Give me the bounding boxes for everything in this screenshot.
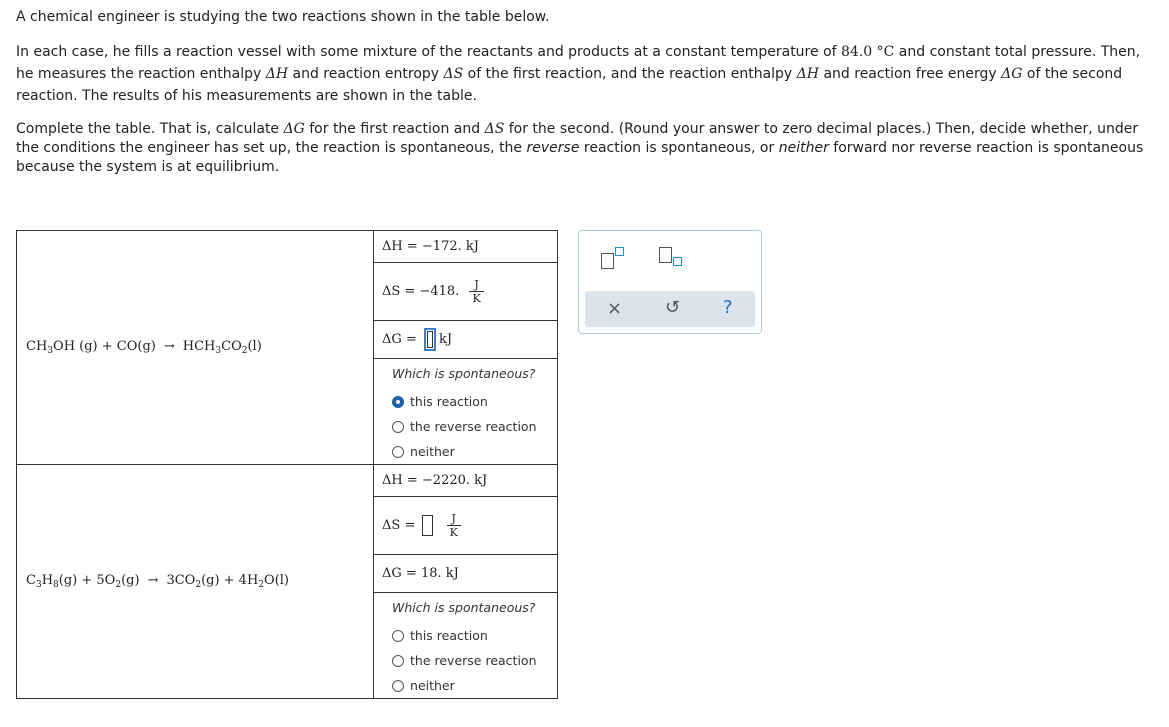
intro-paragraph-1 — [16, 6, 1156, 28]
dh-label: ΔH = — [382, 239, 422, 254]
ds-label: ΔS = — [382, 284, 420, 299]
reaction-1-dh-cell — [374, 231, 558, 263]
reaction-2-dh-value: −2220. kJ — [421, 473, 488, 488]
math-toolbox — [578, 230, 762, 334]
dg-label: ΔG = — [382, 566, 421, 581]
reaction-1-option-reverse[interactable]: the reverse reaction — [392, 414, 557, 439]
radio-selected-icon[interactable] — [392, 396, 404, 408]
symbol-delta-s-2: ΔS — [484, 121, 505, 137]
reaction-2-option-reverse[interactable]: the reverse reaction — [392, 648, 557, 673]
reaction-2-equation: $C_3H_8(g) + 5O_2(g) \to 3CO_2(g) + 4H_2O(l)$ — [17, 465, 374, 699]
radio-icon[interactable] — [392, 421, 404, 433]
reaction-1-equation: $CH_3OH$ $(g) + CO(g) \to HCH_3CO_2(l)$ — [17, 231, 374, 465]
reaction-1-option-neither[interactable]: neither — [392, 439, 557, 464]
radio-icon[interactable] — [392, 680, 404, 692]
p3-text-d: reaction is spontaneous, or — [579, 140, 779, 156]
reaction-1-dg-cell — [374, 321, 558, 359]
intro-paragraph-3 — [16, 120, 1156, 177]
p3-text-b: for the first reaction and — [304, 121, 485, 137]
symbol-delta-h-2: ΔH — [796, 66, 819, 82]
reaction-2-ds-cell — [374, 497, 558, 555]
help-icon[interactable]: ? — [723, 297, 733, 318]
toolbox-action-bar — [585, 291, 755, 327]
symbol-delta-h: ΔH — [265, 66, 289, 82]
radio-icon[interactable] — [392, 446, 404, 458]
symbol-delta-s: ΔS — [443, 66, 464, 82]
reaction-1-ds-cell — [374, 263, 558, 321]
ds-unit-fraction: $\frac{J}{K}$ — [469, 278, 483, 305]
p2-text-e: and reaction free energy — [819, 66, 1002, 82]
dg-label: ΔG = — [382, 332, 421, 347]
subscript-icon[interactable] — [659, 245, 685, 269]
reaction-table — [16, 230, 558, 699]
reaction-1-ds-value: −418. — [419, 284, 460, 299]
reaction-2-option-neither[interactable]: neither — [392, 673, 557, 698]
p3-text-a: Complete the table. That is, calculate — [16, 121, 284, 137]
reaction-1-dh-value: −172. kJ — [421, 239, 479, 254]
reaction-2-dg-cell — [374, 555, 558, 593]
ds-label: ΔS = — [382, 518, 420, 533]
p2-text-c: and reaction entropy — [288, 66, 444, 82]
question-label: Which is spontaneous? — [392, 366, 536, 381]
radio-icon[interactable] — [392, 655, 404, 667]
p3-neither-word: neither — [778, 140, 829, 156]
p2-text-b: and constant total pressure. Then, he measures the reaction enthalpy — [16, 44, 1141, 82]
reaction-2-ds-input[interactable] — [422, 515, 433, 536]
p3-text-e: forward nor reverse reaction is spontaneous because the system is at equilibrium. — [16, 140, 1144, 175]
undo-icon[interactable]: ↺ — [665, 297, 681, 318]
reaction-2-dh-cell — [374, 465, 558, 497]
superscript-icon[interactable] — [601, 245, 627, 269]
question-label: Which is spontaneous? — [392, 600, 536, 615]
intro-text-1: A chemical engineer is studying the two reactions shown in the table below. — [16, 9, 550, 25]
p3-text-c: for the second. (Round your answer to zero decimal places.) Then, decide whether, under the conditions the engineer has set up, the reaction is spontaneous, the — [16, 121, 1139, 156]
clear-icon[interactable]: × — [607, 298, 623, 319]
radio-icon[interactable] — [392, 630, 404, 642]
reaction-2-option-this[interactable]: this reaction — [392, 623, 557, 648]
symbol-delta-g-2: ΔG — [283, 121, 305, 137]
temperature-value: 84.0 °C — [841, 44, 895, 60]
dh-label: ΔH = — [382, 473, 422, 488]
intro-paragraph-2 — [16, 41, 1156, 107]
reaction-2-dg-value: 18. kJ — [420, 566, 459, 581]
dg-unit: kJ — [438, 332, 453, 347]
ds-unit-fraction: $\frac{J}{K}$ — [447, 512, 461, 539]
symbol-delta-g: ΔG — [1001, 66, 1023, 82]
p2-text-f: of the second reaction. The results of his measurements are shown in the table. — [16, 66, 1123, 104]
reaction-1-option-this[interactable]: this reaction — [392, 389, 557, 414]
reaction-2-question-cell — [374, 593, 558, 699]
p2-text-d: of the first reaction, and the reaction enthalpy — [463, 66, 797, 82]
p3-reverse-word: reverse — [526, 140, 580, 156]
p2-text-a: In each case, he fills a reaction vessel with some mixture of the reactants and products at a constant temperature of — [16, 44, 842, 60]
reaction-1-question-cell — [374, 359, 558, 465]
reaction-1-dg-input[interactable] — [424, 328, 436, 351]
